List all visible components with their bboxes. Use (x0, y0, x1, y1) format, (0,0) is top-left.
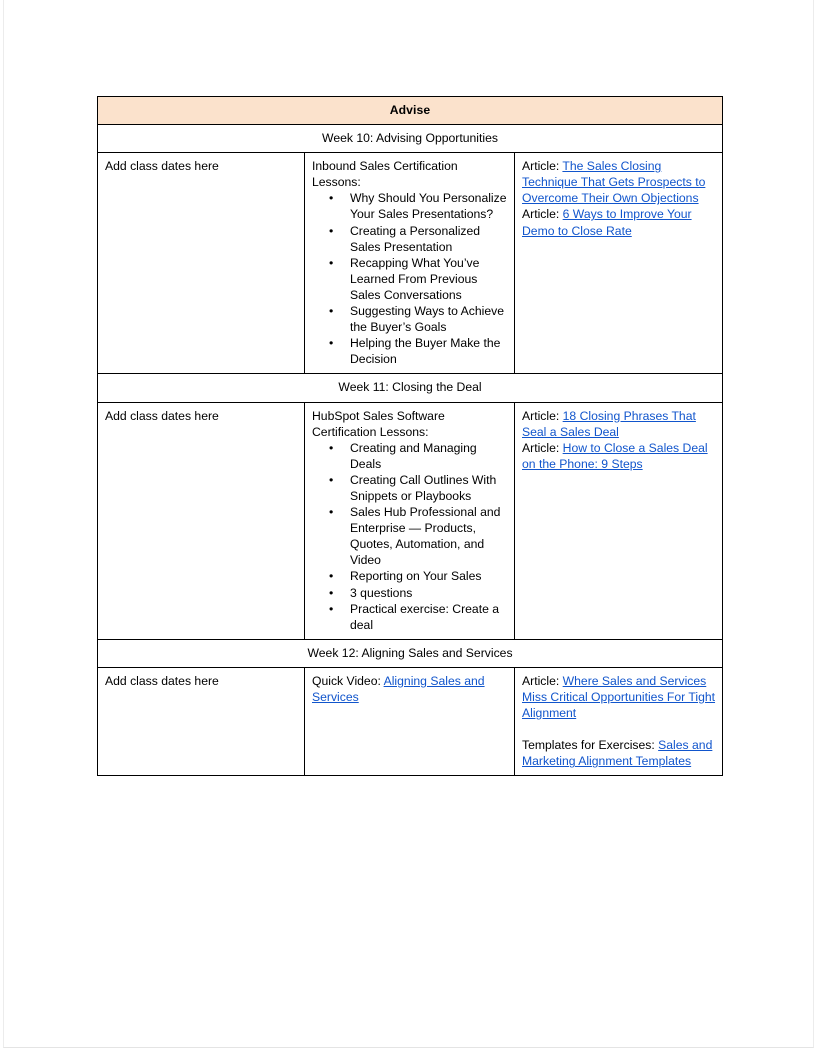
resource-label: Article: (522, 440, 563, 455)
class-dates-cell[interactable] (98, 402, 305, 639)
resource-entry (522, 737, 715, 769)
resource-link[interactable]: The Sales Closing Technique That Gets Prospects to Overcome Their Own Objections (522, 159, 706, 206)
week-banner-row (98, 125, 723, 153)
class-dates-text: Add class dates here (105, 159, 219, 174)
list-item: • Reporting on Your Sales (350, 568, 507, 584)
paragraph-spacer (522, 721, 715, 737)
resources-cell (515, 402, 723, 639)
list-item: • Creating and Managing Deals (350, 440, 507, 472)
week-banner-row (98, 639, 723, 667)
week-banner-label: Week 12: Aligning Sales and Services (98, 639, 723, 667)
class-dates-text: Add class dates here (105, 408, 219, 423)
resource-link[interactable]: 18 Closing Phrases That Seal a Sales Deal (522, 408, 696, 439)
section-title-row (98, 97, 723, 125)
list-item: • 3 questions (350, 585, 507, 601)
curriculum-table (97, 96, 723, 776)
week-banner-label: Week 10: Advising Opportunities (98, 125, 723, 153)
resource-label: Article: (522, 673, 563, 688)
quick-video-label: Quick Video: (312, 673, 384, 688)
resource-entry (522, 673, 715, 721)
list-item: • Helping the Buyer Make the Decision (350, 335, 507, 367)
lessons-cell (305, 667, 515, 776)
resources-cell (515, 153, 723, 374)
resource-label: Article: (522, 207, 563, 222)
list-item: • Creating a Personalized Sales Presentation (350, 223, 507, 255)
lesson-list (312, 440, 507, 633)
list-item: • Suggesting Ways to Achieve the Buyer’s Goals (350, 303, 507, 335)
resource-link[interactable]: How to Close a Sales Deal on the Phone: 9 Steps (522, 440, 708, 471)
quick-video-link[interactable]: Aligning Sales and Services (312, 673, 485, 704)
list-item: • Recapping What You’ve Learned From Previous Sales Conversations (350, 255, 507, 303)
resource-entry (522, 408, 715, 472)
resource-label: Templates for Exercises: (522, 738, 659, 753)
list-item: • Practical exercise: Create a deal (350, 601, 507, 633)
week-banner-label: Week 11: Closing the Deal (98, 374, 723, 402)
list-item: • Why Should You Personalize Your Sales Presentations? (350, 190, 507, 222)
resource-link[interactable]: 6 Ways to Improve Your Demo to Close Rate (522, 207, 692, 238)
resource-label: Article: (522, 408, 563, 423)
lessons-cell (305, 153, 515, 374)
list-item: • Creating Call Outlines With Snippets or Playbooks (350, 472, 507, 504)
resource-entry (522, 158, 715, 238)
document-page (3, 0, 814, 1048)
lessons-intro: Inbound Sales Certification Lessons: (312, 159, 458, 190)
lessons-intro-wrap (312, 673, 507, 705)
section-title-cell: Advise (98, 97, 723, 125)
table-row (98, 667, 723, 776)
lessons-intro: HubSpot Sales Software Certification Lessons: (312, 408, 445, 439)
list-item: • Sales Hub Professional and Enterprise — Products, Quotes, Automation, and Video (350, 504, 507, 568)
resources-cell (515, 667, 723, 776)
resource-link[interactable]: Where Sales and Services Miss Critical Opportunities For Tight Alignment (522, 673, 716, 721)
class-dates-cell[interactable] (98, 667, 305, 776)
table-row (98, 402, 723, 639)
class-dates-cell[interactable] (98, 153, 305, 374)
lessons-cell (305, 402, 515, 639)
lesson-list (312, 190, 507, 367)
table-row (98, 153, 723, 374)
class-dates-text: Add class dates here (105, 673, 219, 688)
week-banner-row (98, 374, 723, 402)
resource-link[interactable]: Sales and Marketing Alignment Templates (522, 738, 713, 769)
resource-label: Article: (522, 159, 563, 174)
